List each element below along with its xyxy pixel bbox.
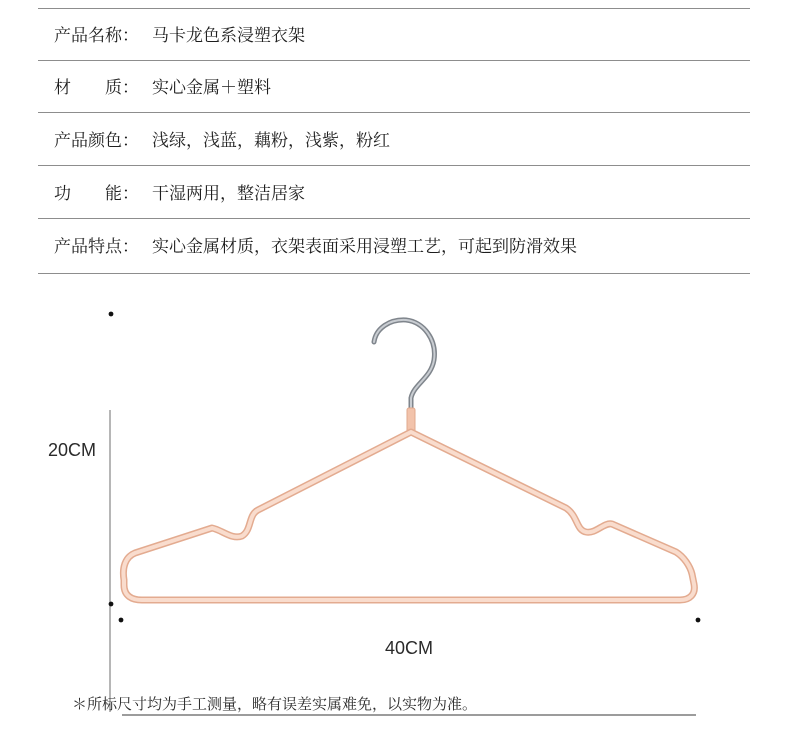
spec-value: 浅绿，浅蓝，藕粉，浅紫，粉红 [152, 131, 390, 151]
spec-label: 产品特点： [54, 237, 139, 257]
spec-label: 产品颜色： [54, 131, 139, 151]
guide-dot [109, 602, 114, 607]
hook-icon [374, 320, 434, 412]
guide-dot [696, 618, 701, 623]
spec-value: 干湿两用，整洁居家 [152, 184, 305, 204]
hanger-body-outline [123, 432, 694, 600]
spec-value: 实心金属＋塑料 [152, 78, 271, 98]
spec-label: 产品名称： [54, 26, 139, 46]
spec-value: 实心金属材质，衣架表面采用浸塑工艺，可起到防滑效果 [152, 237, 577, 257]
footnote: ＊所标尺寸均为手工测量，略有误差实属难免，以实物为准。 [72, 695, 478, 713]
guide-dot [119, 618, 124, 623]
hanger-body [123, 432, 694, 600]
height-label: 20CM [48, 440, 97, 460]
spec-label: 功 能： [54, 184, 139, 204]
spec-value: 马卡龙色系浸塑衣架 [152, 26, 305, 46]
width-label: 40CM [385, 638, 434, 658]
guide-dot [109, 312, 114, 317]
spec-label: 材 质： [54, 78, 139, 98]
